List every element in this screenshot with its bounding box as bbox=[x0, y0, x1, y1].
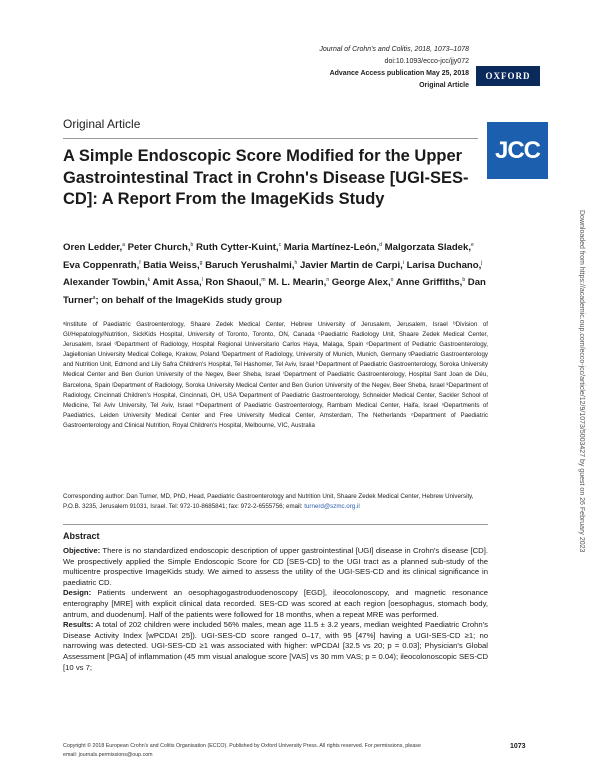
author-name: Maria Martínez-León, bbox=[281, 242, 380, 254]
objective-text: There is no standardized endoscopic description of upper gastrointestinal [UGI] disease in Crohn's disease [CD]. We prospectively applied the Simple Endoscopic Score for CD [SES-CD] to the UGI tract as a planned sub-study of the multicentre prospective ImageKids study. We aimed to assess the utility of the UGI-SES-CD and its clinical significance in paediatric CD. bbox=[63, 546, 488, 587]
author-name: Ron Shaoul, bbox=[202, 277, 262, 289]
author-name: Oren Ledder, bbox=[63, 242, 123, 254]
author-affiliation-marker: h bbox=[294, 259, 298, 266]
author-affiliation-marker: i bbox=[402, 259, 404, 266]
author-affiliation-marker: l bbox=[201, 277, 203, 284]
author-affiliation-marker: k bbox=[147, 277, 151, 284]
author-affiliation-marker: c bbox=[278, 242, 282, 248]
author-affiliation-marker: a bbox=[122, 242, 125, 248]
abstract-objective bbox=[63, 546, 488, 588]
author-affiliation-marker: n bbox=[326, 277, 330, 284]
results-text: A total of 202 children were included 56% males, mean age 11.5 ± 3.2 years, median weighted Paediatric Crohn's Disease Activity Index [wPCDAI 25]). UGI-SES-CD score ranged 0–17, with 95 [47%] having a UGI-SES-CD ≥1; no narrowing was detected. UGI-SES-CD ≥1 was associated with higher: wPCDAI [32.5 vs 20; p = 0.03]; Physician's Global Assessment [PGA] of inflammation (45 mm visual analogue score [VAS] vs 30 mm VAS; p = 0.04); ileocolonoscopic SES-CD [10 vs 7; bbox=[63, 620, 488, 672]
corresponding-email[interactable]: turnerd@szmc.org.il bbox=[304, 503, 360, 510]
doi[interactable]: doi:10.1093/ecco-jcc/jjy072 bbox=[384, 58, 469, 65]
author-affiliation-marker: j bbox=[481, 259, 483, 266]
page-number: 1073 bbox=[510, 743, 526, 750]
corresponding-text: Corresponding author: Dan Turner, MD, PhD, Head, Paediatric Gastroenterology and Nutrition Unit, Shaare Zedek Medical Center, Hebrew University, P.O.B. 3235, Jerusalem 91031, Israel. Tel: 972-10-8685841; fax: 972-2-6555756; email: bbox=[63, 493, 474, 510]
author-name: Larisa Duchano, bbox=[403, 259, 482, 271]
author-name: Javier Martin de Carpi, bbox=[297, 259, 403, 271]
oxford-logo: OXFORD bbox=[476, 66, 540, 86]
journal-meta bbox=[209, 44, 469, 92]
affiliations: ᵃInstitute of Paediatric Gastroenterology, Shaare Zedek Medical Center, Hebrew University of Jerusalem, Jerusalem, Israel ᵇDivision of GI/Hepatology/Nutrition, SickKids Hospital, University of Toronto, Toronto, ON, Canada ᶜPaediatric Radiology Unit, Shaare Zedek Medical Center, Jerusalem, Israel ᵈDepartment of Radiology, Hospital Regional Universitario Carlos Haya, Malaga, Spain ᵉDepartment of Pediatric Gastroenterology, Jagiellonian University Medical College, Krakow, Poland ᶠDepartment of Radiology, University of Munich, Munich, Germany ᵍPaediatric Gastroenterology and Nutrition Unit, Edmond and Lily Safra Children's Hospital, Tel Hashomer, Tel Aviv, Israel ʰDepartment of Paediatric Gastroenterology, Soroka University Medical Center and Ben Gurion University of the Negev, Beer Sheba, Israel ⁱDepartment of Paediatric Gastroenterology, Hospital Sant Joan de Déu, Barcelona, Spain ʲDepartment of Radiology, Soroka University Medical Center and Ben Gurion University of the Negev, Beer Sheba, Israel ᵏDepartment of Radiology, Cincinnati Children's Hospital, Cincinnati, OH, USA ˡDepartment of Paediatric Gastroenterology, Schneider Medical Center, Sackler School of Medicine, Tel Aviv University, Tel Aviv, Israel ᵐDepartment of Paediatric Gastroenterology, Rambam Medical Center, Haifa, Israel ⁿDepartments of Paediatrics, Leiden University Medical Center and Free University Medical Center, Amsterdam, The Netherlands ᵒDepartment of Paediatric Gastroenterology and Clinical Nutrition, Royal Children's Hospital, Melbourne, VIC, Australia bbox=[63, 321, 488, 429]
author-name: Batia Weiss, bbox=[140, 259, 200, 271]
author-name: Baruch Yerushalmi, bbox=[202, 259, 295, 271]
article-title: A Simple Endoscopic Score Modified for the Upper Gastrointestinal Tract in Crohn's Disease [UGI-SES-CD]: A Report From the ImageKids Study bbox=[63, 147, 469, 208]
advance-access: Advance Access publication May 25, 2018 bbox=[329, 70, 469, 77]
author-name: Ruth Cytter-Kuint, bbox=[193, 242, 279, 254]
author-affiliation-marker: e bbox=[471, 242, 474, 248]
author-name: Malgorzata Sladek, bbox=[381, 242, 472, 254]
author-affiliation-marker: g bbox=[199, 259, 203, 266]
study-group: ; on behalf of the ImageKids study group bbox=[95, 295, 283, 307]
results-label: Results: bbox=[63, 620, 94, 630]
author-affiliation-marker: o bbox=[390, 277, 394, 284]
abstract-body bbox=[63, 546, 488, 673]
design-text: Patients underwent an oesophagogastroduodenoscopy [EGD], ileocolonoscopy, and magnetic resonance enterography [MRE] with explicit clinical data recorded. SES-CD was scored at each region [oesophagus, stomach body, antrum, and duodenum]. Half of the patients were followed for 18 months, when a repeat MRE was performed. bbox=[63, 588, 488, 619]
jcc-logo: JCC bbox=[487, 122, 548, 179]
author-name: Amit Assa, bbox=[150, 277, 202, 289]
abstract-heading: Abstract bbox=[63, 531, 100, 541]
abstract-design bbox=[63, 588, 488, 620]
author-name: Alexander Towbin, bbox=[63, 277, 148, 289]
download-sidebar bbox=[573, 210, 585, 590]
copyright-footer: Copyright © 2018 European Crohn's and Colitis Organisation (ECCO). Published by Oxford University Press. All rights reserved. For permissions, please email: journals.permissions@oup.com bbox=[63, 743, 421, 758]
author-name: Dan Turner bbox=[63, 277, 486, 307]
section-rule bbox=[63, 138, 478, 139]
author-affiliation-marker: b bbox=[462, 277, 466, 284]
design-label: Design: bbox=[63, 588, 92, 598]
author-name: George Alex, bbox=[329, 277, 391, 289]
download-note[interactable]: Downloaded from https://academic.oup.com/ecco-jcc/article/12/9/1073/5003427 by guest on 26 February 2023 bbox=[578, 210, 585, 553]
author-affiliation-marker: a bbox=[92, 295, 96, 302]
author-affiliation-marker: m bbox=[261, 277, 266, 284]
author-name: Peter Church, bbox=[124, 242, 191, 254]
author-name: M. L. Mearin, bbox=[265, 277, 327, 289]
corresponding-author bbox=[63, 492, 488, 512]
abstract-rule bbox=[63, 524, 488, 525]
journal-citation: Journal of Crohn's and Colitis, 2018, 1073–1078 bbox=[319, 46, 469, 53]
author-name: Anne Griffiths, bbox=[393, 277, 463, 289]
author-affiliation-marker: f bbox=[139, 259, 141, 266]
section-label: Original Article bbox=[63, 117, 141, 131]
article-type: Original Article bbox=[419, 82, 469, 89]
author-affiliation-marker: d bbox=[379, 242, 382, 248]
author-name: Eva Coppenrath, bbox=[63, 259, 140, 271]
author-affiliation-marker: b bbox=[190, 242, 194, 248]
abstract-results bbox=[63, 620, 488, 673]
objective-label: Objective: bbox=[63, 546, 101, 555]
author-list bbox=[63, 238, 488, 309]
